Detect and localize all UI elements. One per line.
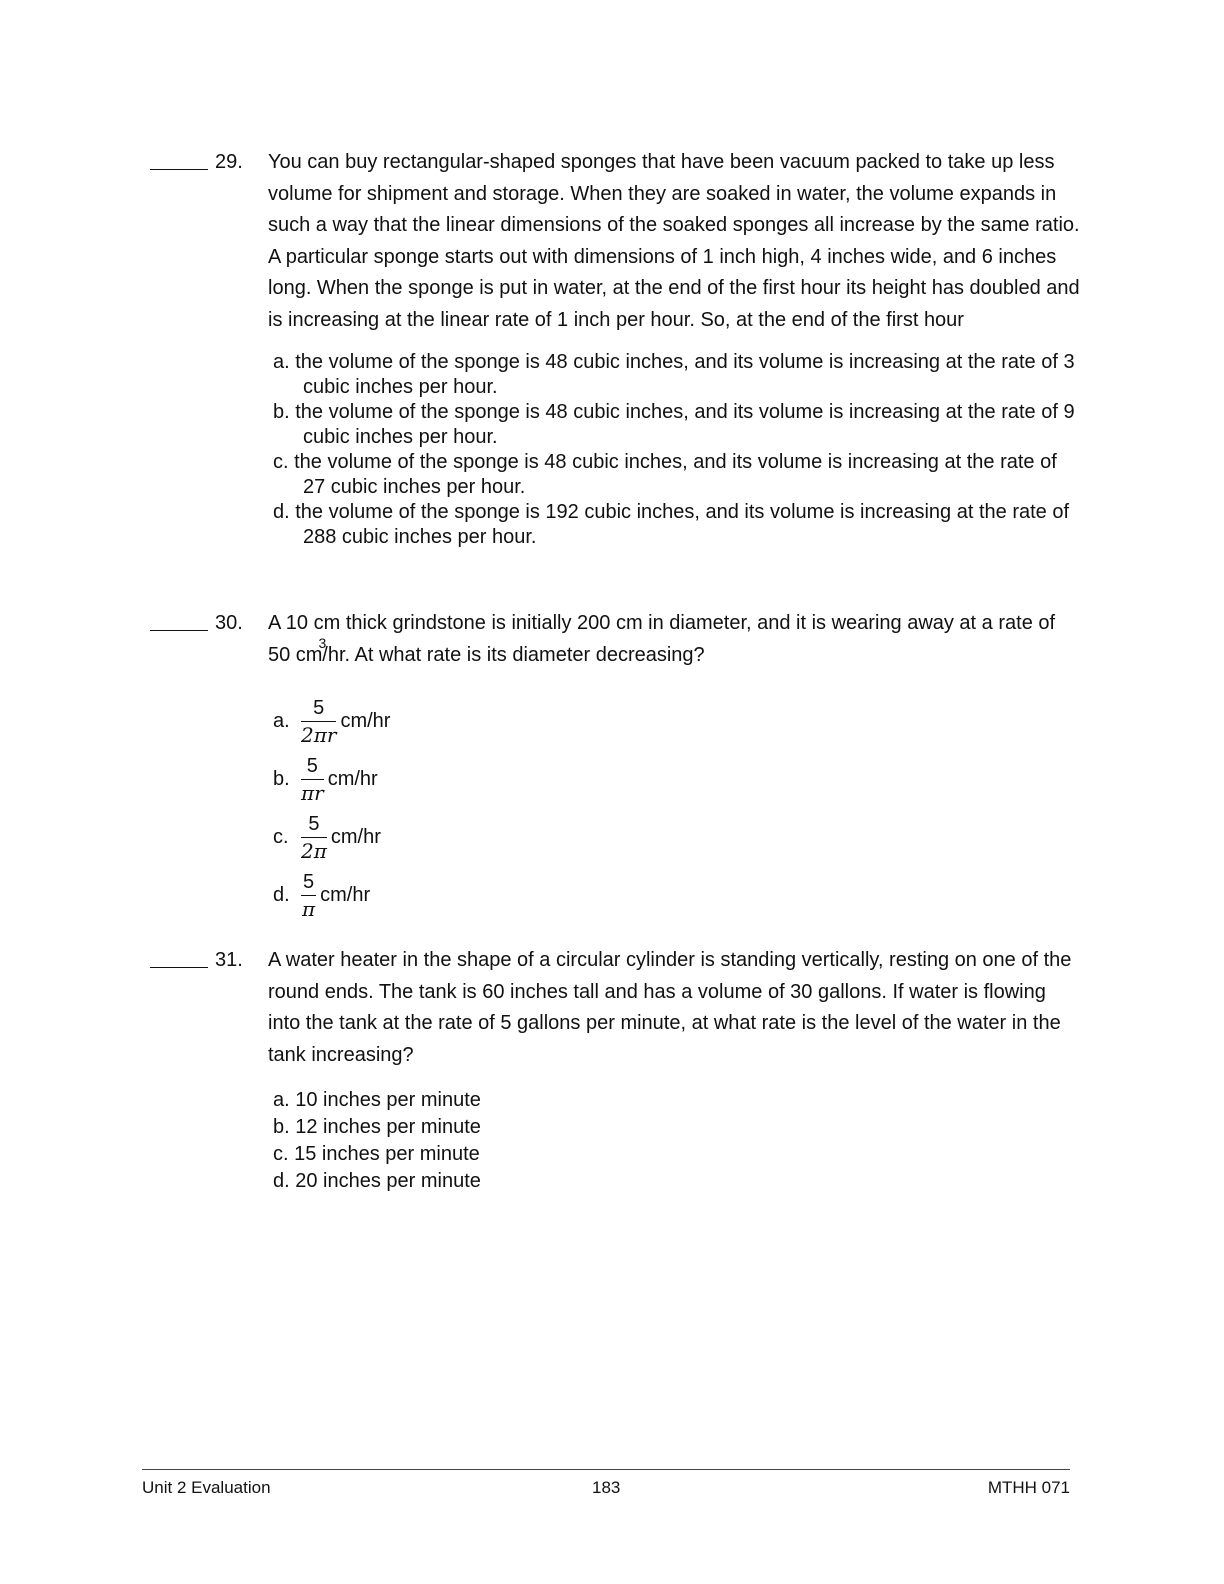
text: 50 cm [268, 643, 323, 666]
option-d: d. 20 inches per minute [273, 1170, 481, 1192]
superscript: 3 [318, 634, 327, 651]
footer-unit: Unit 2 Evaluation [142, 1478, 271, 1497]
option-a: a. the volume of the sponge is 48 cubic inches, and its volume is increasing at the rate of 3 cubic inches per hour. [273, 351, 1075, 398]
option-b: b. the volume of the sponge is 48 cubic inches, and its volume is increasing at the rate of 9 cubic inches per hour. [273, 401, 1075, 448]
numerator: 5 [301, 871, 316, 896]
question-30 [150, 608, 1080, 924]
question-29 [150, 147, 1080, 550]
unit: cm/hr [340, 709, 391, 732]
option-d [273, 866, 1080, 924]
answer-blank[interactable] [150, 967, 208, 968]
answer-blank[interactable] [150, 169, 208, 170]
option-c: c. 15 inches per minute [273, 1143, 480, 1165]
text: /hr. At what rate is its diameter decreasing? [322, 643, 705, 666]
fraction [301, 871, 316, 920]
fraction [301, 813, 327, 862]
answer-blank[interactable] [150, 630, 208, 631]
denominator: π [301, 896, 316, 921]
option-c [273, 808, 1080, 866]
option-a [273, 692, 1080, 750]
option-d: d. the volume of the sponge is 192 cubic inches, and its volume is increasing at the rate of 288 cubic inches per hour. [273, 501, 1070, 548]
page-number: 183 [592, 1478, 621, 1497]
option-a: a. 10 inches per minute [273, 1089, 481, 1111]
numerator: 5 [301, 697, 336, 722]
question-number: 31. [215, 949, 243, 971]
option-label: a. [273, 709, 290, 732]
unit: cm/hr [330, 825, 381, 848]
question-number: 29. [215, 151, 243, 173]
denominator: πr [301, 780, 324, 805]
option-label: b. [273, 767, 290, 790]
footer-course: MTHH 071 [987, 1478, 1070, 1497]
option-label: d. [273, 883, 290, 906]
numerator: 5 [301, 813, 327, 838]
question-text-line2 [268, 634, 1080, 673]
question-number: 30. [215, 612, 243, 634]
fraction [301, 755, 324, 804]
page-footer [142, 1469, 1070, 1497]
denominator: 2π [301, 838, 327, 863]
option-b [273, 750, 1080, 808]
fraction [301, 697, 336, 746]
denominator: 2πr [301, 722, 337, 747]
numerator: 5 [301, 755, 324, 780]
unit: cm/hr [327, 767, 378, 790]
option-b: b. 12 inches per minute [273, 1116, 481, 1138]
question-text-line1: A 10 cm thick grindstone is initially 200 cm in diameter, and it is wearing away at a rate of [268, 612, 1056, 634]
question-text: You can buy rectangular-shaped sponges that have been vacuum packed to take up less volume for shipment and storage. When they are soaked in water, the volume expands in such a way that the linear dimensions of the soaked sponges all increase by the same ratio. A particular sponge starts out with dimensions of 1 inch high, 4 inches wide, and 6 inches long. When the sponge is put in water, at the end of the first hour its height has doubled and is increasing at the linear rate of 1 inch per hour. So, at the end of the first hour [268, 151, 1080, 331]
option-label: c. [273, 825, 289, 848]
question-text: A water heater in the shape of a circular cylinder is standing vertically, resting on one of the round ends. The tank is 60 inches tall and has a volume of 30 gallons. If water is flowing into the tank at the rate of 5 gallons per minute, at what rate is the level of the water in the tank increasing? [268, 949, 1072, 1066]
unit: cm/hr [320, 883, 371, 906]
question-31 [150, 945, 1080, 1195]
option-c: c. the volume of the sponge is 48 cubic inches, and its volume is increasing at the rate of 27 cubic inches per hour. [273, 451, 1057, 498]
